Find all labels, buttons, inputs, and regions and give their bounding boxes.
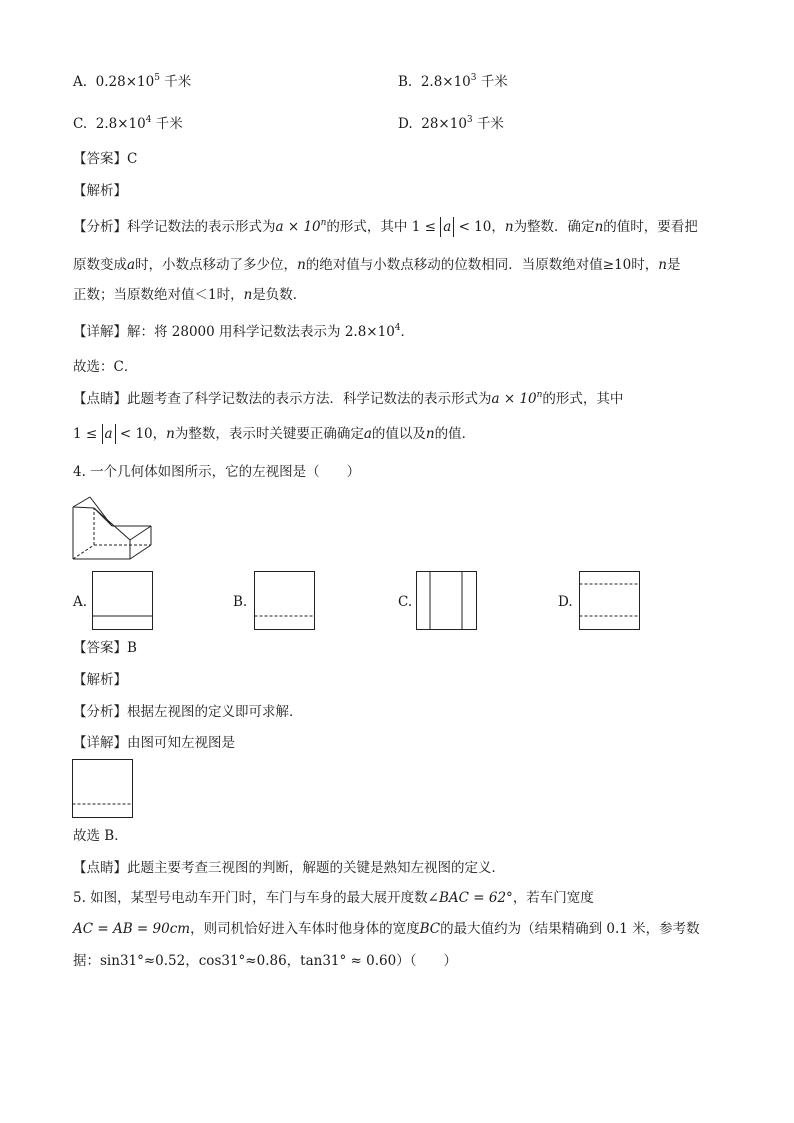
q5-line-3 xyxy=(73,951,457,971)
math-expr: 1 ≤ xyxy=(411,219,436,235)
text: 根据左视图的定义即可求解． xyxy=(127,704,303,720)
text: 为整数，表示时关键要正确确定 xyxy=(174,426,364,442)
math-expr: 2.8×10 xyxy=(344,324,395,340)
answer-value: C xyxy=(127,151,138,167)
q4-option-b-label: B. xyxy=(233,594,248,610)
math-var: a xyxy=(127,257,136,273)
option-exponent: 3 xyxy=(466,115,473,125)
math-expr: ∠BAC = 62° xyxy=(427,890,513,906)
text: 的值． xyxy=(434,426,476,442)
q4-option-c-label: C. xyxy=(398,594,413,610)
option-c xyxy=(73,114,183,134)
text: 是 xyxy=(666,257,681,273)
option-label: C. xyxy=(73,116,88,132)
q3-comment-line-1 xyxy=(73,389,623,409)
option-unit: 千米 xyxy=(164,74,192,90)
math-expr: a × 10 xyxy=(491,391,537,407)
q4-choose xyxy=(73,826,128,846)
q3-detail xyxy=(73,322,414,342)
analysis-tag: 【解析】 xyxy=(73,672,127,688)
text: 此题主要考查三视图的判断，解题的关键是熟知左视图的定义． xyxy=(127,860,505,876)
math-expr: < 10， xyxy=(119,426,167,442)
q3-fenxi-line-1 xyxy=(73,217,698,237)
answer-tag: 【答案】 xyxy=(73,640,127,656)
text: 由图可知左视图是 xyxy=(127,735,235,751)
option-value: 28×10 xyxy=(421,116,467,132)
abs-value: a xyxy=(440,217,454,237)
detail-tag: 【详解】 xyxy=(73,324,127,340)
math-expr: AC = AB = 90cm xyxy=(73,921,191,937)
math-expr: 1 ≤ xyxy=(73,426,98,442)
text: 5. 如图，某型号电动车开门时，车门与车身的最大展开度数 xyxy=(73,890,428,906)
math-var: BC xyxy=(419,921,441,937)
q4-answer xyxy=(73,638,137,658)
text: 的值时，要看把 xyxy=(603,219,698,235)
math-var: n xyxy=(504,219,514,235)
option-label: D. xyxy=(398,116,413,132)
answer-value: B xyxy=(127,640,137,656)
math-expr: a × 10 xyxy=(275,219,321,235)
option-a-figure xyxy=(92,571,154,631)
option-d-figure xyxy=(579,571,641,631)
option-b xyxy=(398,72,508,92)
question-stem: 4. 一个几何体如图所示，它的左视图是（ ） xyxy=(73,464,361,480)
text: ． xyxy=(400,324,415,340)
math-exponent: n xyxy=(536,390,543,400)
q4-detail xyxy=(73,733,235,753)
math-var: n xyxy=(425,426,435,442)
text: 的形式，其中 xyxy=(542,391,624,407)
math-exponent: 4 xyxy=(394,323,401,333)
option-d xyxy=(398,114,504,134)
q3-comment-line-2 xyxy=(73,424,475,444)
math-expr: sin31°≈0.52 xyxy=(100,953,186,969)
choose-text: 故选：C． xyxy=(73,359,138,375)
q5-line-1 xyxy=(73,888,594,908)
text: ，则司机恰好进入车体时他身体的宽度 xyxy=(190,921,420,937)
option-exponent: 5 xyxy=(154,73,160,83)
analysis-tag: 【解析】 xyxy=(73,183,127,199)
math-var: a xyxy=(363,426,372,442)
q4-option-a-label: A. xyxy=(73,594,88,610)
choose-text: 故选 B． xyxy=(73,828,128,844)
option-value: 0.28×10 xyxy=(95,74,155,90)
math-expr: < 10， xyxy=(458,219,505,235)
answer-tag: 【答案】 xyxy=(73,151,127,167)
option-label: B. xyxy=(398,74,413,90)
option-unit: 千米 xyxy=(155,116,183,132)
math-var: n xyxy=(243,287,253,303)
option-a xyxy=(73,72,191,92)
detail-tag: 【详解】 xyxy=(73,735,127,751)
text: 的最大值约为（结果精确到 0.1 米，参考数 xyxy=(440,921,700,937)
math-var: n xyxy=(658,257,667,273)
option-label: A. xyxy=(73,74,88,90)
q3-analysis-tag xyxy=(73,181,127,201)
abs-value: a xyxy=(102,424,116,444)
text: 正数；当原数绝对值＜1时， xyxy=(73,287,244,303)
text: 的绝对值与小数点移动的位数相同．当原数绝对值≥10时， xyxy=(305,257,659,273)
option-b-figure xyxy=(254,571,316,631)
option-exponent: 3 xyxy=(470,73,477,83)
q4-comment xyxy=(73,858,505,878)
option-unit: 千米 xyxy=(476,116,504,132)
text: 为整数．确定 xyxy=(513,219,595,235)
math-var: n xyxy=(297,257,306,273)
text: ， xyxy=(286,953,301,969)
text: ）（ ） xyxy=(396,953,457,969)
text: 时，小数点移动了多少位， xyxy=(135,257,298,273)
q3-fenxi-line-3 xyxy=(73,285,306,305)
comment-tag: 【点睛】 xyxy=(73,391,127,407)
text: 原数变成 xyxy=(73,257,127,273)
q4-fenxi xyxy=(73,702,303,722)
fenxi-tag: 【分析】 xyxy=(73,219,127,235)
math-exponent: n xyxy=(320,218,327,228)
q3-answer xyxy=(73,149,137,169)
option-exponent: 4 xyxy=(145,115,152,125)
text: ， xyxy=(185,953,199,969)
text: 科学记数法的表示形式为 xyxy=(127,219,276,235)
answer-left-view-figure xyxy=(72,759,134,819)
text: 据： xyxy=(73,953,100,969)
text: 此题考查了科学记数法的表示方法．科学记数法的表示形式为 xyxy=(127,391,492,407)
text: 的形式，其中 xyxy=(326,219,408,235)
q4-stem xyxy=(73,462,360,482)
math-var: n xyxy=(166,426,175,442)
q4-analysis-tag xyxy=(73,670,127,690)
q4-option-d-label: D. xyxy=(558,594,573,610)
q5-line-2 xyxy=(73,919,700,939)
comment-tag: 【点睛】 xyxy=(73,860,127,876)
math-var: n xyxy=(594,219,604,235)
text: 解：将 28000 用科学记数法表示为 xyxy=(127,324,341,340)
q3-choose xyxy=(73,357,137,377)
text: 的值以及 xyxy=(371,426,426,442)
math-expr: tan31° ≈ 0.60 xyxy=(300,953,397,969)
option-value: 2.8×10 xyxy=(420,74,471,90)
option-value: 2.8×10 xyxy=(95,116,146,132)
math-expr: cos31°≈0.86 xyxy=(198,953,287,969)
option-c-figure xyxy=(416,571,478,631)
text: 是负数． xyxy=(252,287,307,303)
solid-figure xyxy=(70,495,154,561)
option-unit: 千米 xyxy=(480,74,508,90)
text: ，若车门宽度 xyxy=(512,890,594,906)
fenxi-tag: 【分析】 xyxy=(73,704,127,720)
q3-fenxi-line-2 xyxy=(73,255,680,275)
